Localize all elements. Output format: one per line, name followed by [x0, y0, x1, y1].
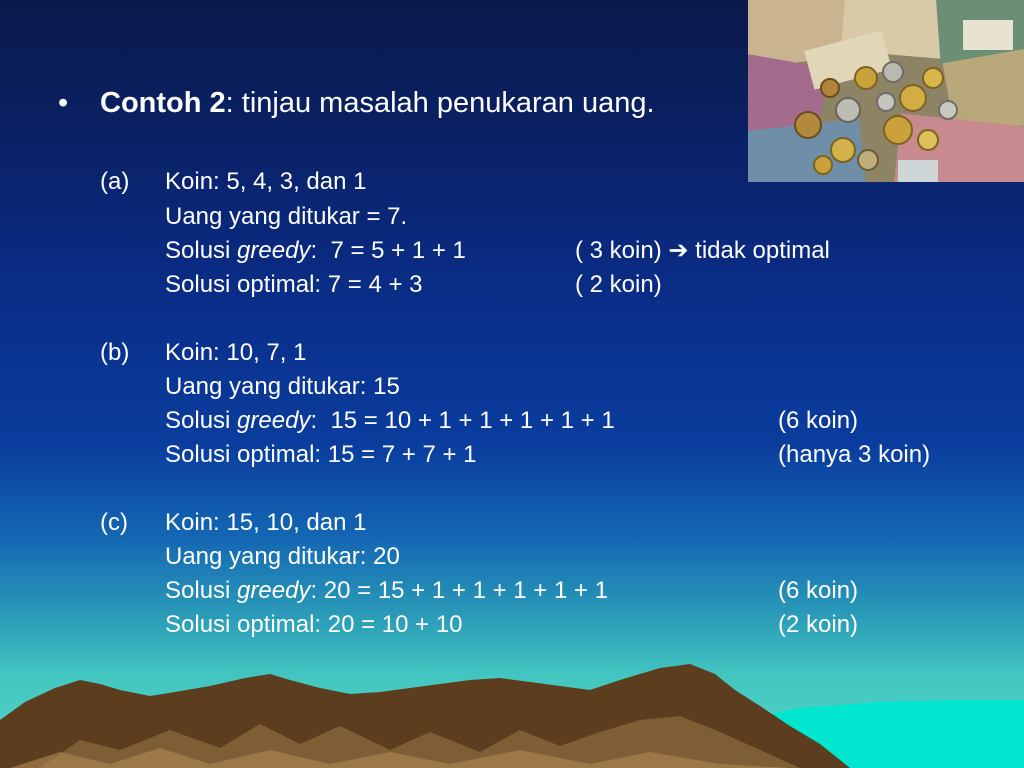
section-a-greedy-eq [165, 237, 466, 265]
section-a-greedy-prefix: Solusi [165, 237, 238, 264]
section-c-greedy-word: greedy [237, 577, 311, 604]
section-b-greedy-prefix: Solusi [165, 407, 238, 434]
section-a-greedy-count [575, 237, 830, 265]
section-a-koin: Koin: 5, 4, 3, dan 1 [165, 168, 367, 195]
section-c-greedy-eq [165, 577, 608, 605]
slide-title [100, 86, 655, 120]
section-c-koin: Koin: 15, 10, dan 1 [165, 509, 367, 536]
section-c-optimal-eq: Solusi optimal: 20 = 10 + 10 [165, 611, 463, 638]
section-b-greedy-eq [165, 407, 615, 435]
section-a-greedy-formula: : 7 = 5 + 1 + 1 [310, 237, 466, 264]
section-a-greedy-count-text: ( 3 koin) [575, 237, 662, 264]
section-a-optimal-eq: Solusi optimal: 7 = 4 + 3 [165, 271, 423, 298]
section-c-uang: Uang yang ditukar: 20 [165, 543, 400, 570]
section-a-uang: Uang yang ditukar = 7. [165, 203, 408, 230]
section-c-greedy-prefix: Solusi [165, 577, 238, 604]
section-b-optimal-count: (hanya 3 koin) [778, 441, 931, 468]
section-c-greedy-formula: : 20 = 15 + 1 + 1 + 1 + 1 + 1 [310, 577, 609, 604]
section-a-greedy-note: tidak optimal [695, 237, 830, 264]
section-b-optimal-eq: Solusi optimal: 15 = 7 + 7 + 1 [165, 441, 477, 468]
section-a-label: (a) [100, 168, 130, 195]
section-a-greedy-word: greedy [237, 237, 311, 264]
section-a-optimal-count: ( 2 koin) [575, 271, 662, 298]
title-rest: : tinjau masalah penukaran uang. [225, 87, 655, 119]
bullet-icon: • [58, 87, 69, 119]
section-c-optimal-count: (2 koin) [778, 611, 859, 638]
arrow-right-icon: ➔ [668, 237, 689, 264]
section-b-greedy-count: (6 koin) [778, 407, 859, 434]
section-b-label: (b) [100, 339, 130, 366]
section-c-label: (c) [100, 509, 128, 536]
section-b-greedy-formula: : 15 = 10 + 1 + 1 + 1 + 1 + 1 [310, 407, 615, 434]
section-b-greedy-word: greedy [237, 407, 311, 434]
section-c-greedy-count: (6 koin) [778, 577, 859, 604]
title-bold: Contoh 2 [100, 87, 226, 119]
section-b-koin: Koin: 10, 7, 1 [165, 339, 307, 366]
section-b-uang: Uang yang ditukar: 15 [165, 373, 400, 400]
